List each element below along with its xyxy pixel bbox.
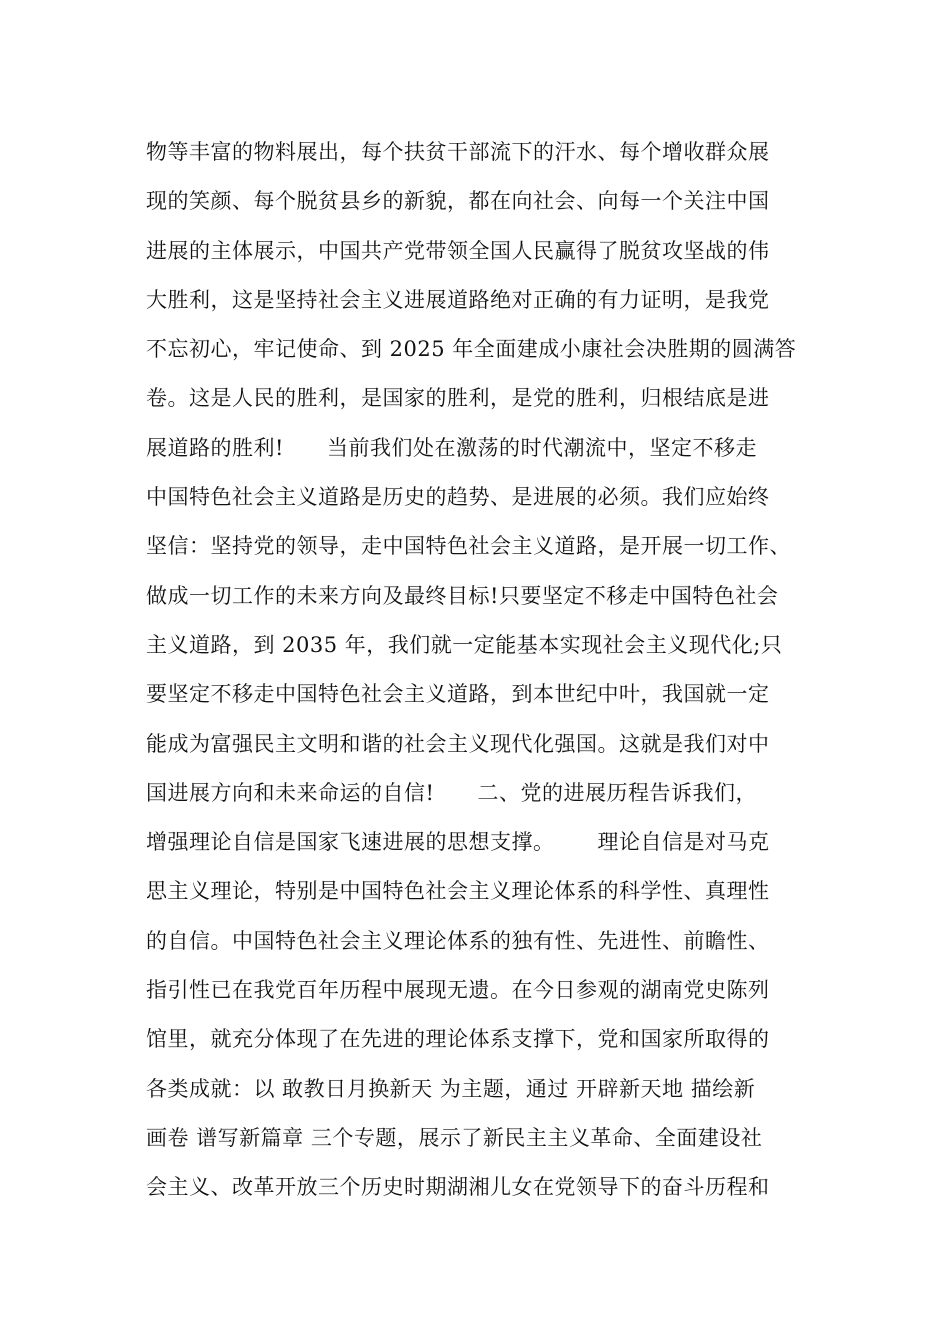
text-line: 国进展方向和未来命运的自信! 二、党的进展历程告诉我们， [146,780,757,805]
text-line: 大胜利，这是坚持社会主义进展道路绝对正确的有力证明，是我党 [146,287,770,312]
text-line: 做成一切工作的未来方向及最终目标!只要坚定不移走中国特色社会 [146,583,779,608]
text-line: 物等丰富的物料展出，每个扶贫干部流下的汗水、每个增收群众展 [146,140,770,164]
text-line: 进展的主体展示，中国共产党带领全国人民赢得了脱贫攻坚战的伟 [146,238,770,263]
text-line: 坚信：坚持党的领导，走中国特色社会主义道路，是开展一切工作、 [146,534,791,559]
text-line: 展道路的胜利! 当前我们处在激荡的时代潮流中，坚定不移走 [146,435,757,460]
text-line: 馆里，就充分体现了在先进的理论体系支撑下，党和国家所取得的 [146,1027,770,1052]
text-line: 中国特色社会主义道路是历史的趋势、是进展的必须。我们应始终 [146,485,770,510]
text-line: 现的笑颜、每个脱贫县乡的新貌，都在向社会、向每一个关注中国 [146,189,770,214]
text-line: 指引性已在我党百年历程中展现无遗。在今日参观的湖南党史陈列 [146,978,770,1003]
text-line: 的自信。中国特色社会主义理论体系的独有性、先进性、前瞻性、 [146,928,770,953]
body-text [146,128,826,1213]
text-line: 画卷 谱写新篇章 三个专题，展示了新民主主义革命、全面建设社 [146,1125,763,1150]
text-line: 会主义、改革开放三个历史时期湖湘儿女在党领导下的奋斗历程和 [146,1175,770,1200]
text-line: 能成为富强民主文明和谐的社会主义现代化强国。这就是我们对中 [146,731,770,756]
text-line: 卷。这是人民的胜利，是国家的胜利，是党的胜利，归根结底是进 [146,386,770,411]
text-line: 各类成就：以 敢教日月换新天 为主题，通过 开辟新天地 描绘新 [146,1076,756,1101]
text-line: 不忘初心，牢记使命、到 2025 年全面建成小康社会决胜期的圆满答 [146,337,797,362]
text-line: 主义道路，到 2035 年，我们就一定能基本实现社会主义现代化;只 [146,632,783,657]
text-line: 思主义理论，特别是中国特色社会主义理论体系的科学性、真理性 [146,879,770,904]
text-line: 要坚定不移走中国特色社会主义道路，到本世纪中叶，我国就一定 [146,682,770,707]
text-line: 增强理论自信是国家飞速进展的思想支撑。 理论自信是对马克 [146,830,770,855]
